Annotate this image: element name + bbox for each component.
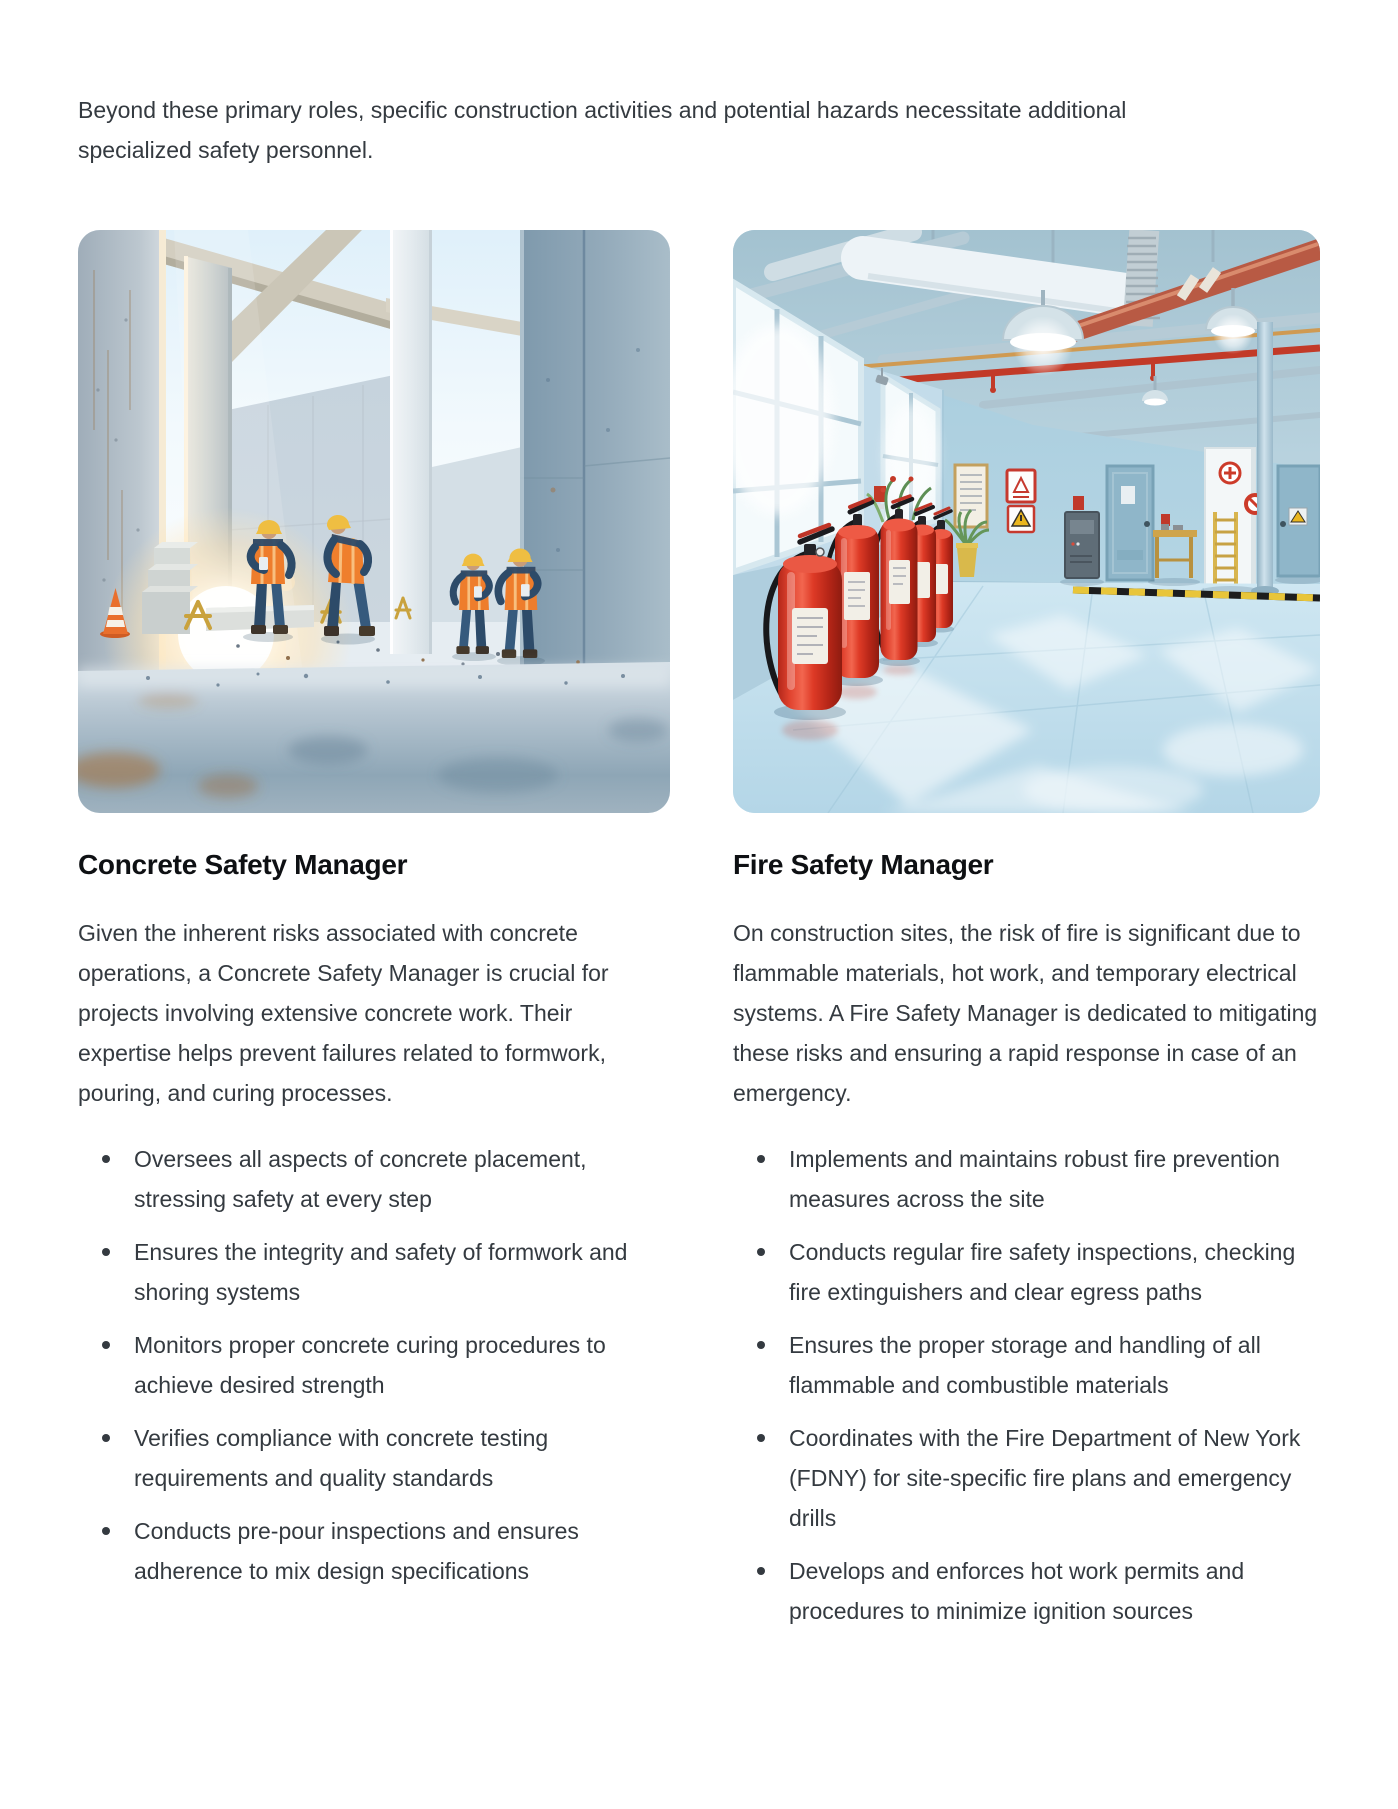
- column-fire-safety: [733, 230, 1320, 1644]
- concrete-safety-heading: Concrete Safety Manager: [78, 849, 408, 880]
- fire-bullet-list: [733, 1139, 1320, 1631]
- concrete-safety-paragraph: Given the inherent risks associated with concrete operations, a Concrete Safety Manager is crucial for projects involving extensive concrete work. Their expertise helps prevent failures related to formwork, pouring, and curing processes.: [78, 920, 609, 1106]
- concrete-site-photo: [78, 230, 670, 813]
- foreground-ledge: [78, 662, 670, 813]
- list-item: Conducts pre-pour inspections and ensures adherence to mix design specifications: [78, 1511, 670, 1591]
- electrical-cabinet: [1065, 512, 1099, 578]
- list-item: Ensures the integrity and safety of formwork and shoring systems: [78, 1232, 670, 1312]
- list-item: Conducts regular fire safety inspections, checking fire extinguishers and clear egress paths: [733, 1232, 1320, 1312]
- door: [1107, 466, 1153, 580]
- concrete-bullet-list: [78, 1139, 670, 1591]
- fire-safety-paragraph: On construction sites, the risk of fire is significant due to flammable materials, hot work, and temporary electrical systems. A Fire Safety Manager is dedicated to mitigating these risks and ensuring a rapid response in case of an emergency.: [733, 920, 1318, 1106]
- fire-safety-room-illustration: [733, 230, 1320, 813]
- list-item: Monitors proper concrete curing procedures to achieve desired strength: [78, 1325, 670, 1405]
- warning-sign: [1007, 470, 1035, 502]
- list-item: Develops and enforces hot work permits and procedures to minimize ignition sources: [733, 1551, 1320, 1631]
- list-item: Ensures the proper storage and handling of all flammable and combustible materials: [733, 1325, 1320, 1405]
- concrete-pillar-right-b: [520, 230, 670, 670]
- fire-safety-heading: Fire Safety Manager: [733, 849, 994, 880]
- door: [1278, 466, 1320, 576]
- list-item: Implements and maintains robust fire prevention measures across the site: [733, 1139, 1320, 1219]
- column-concrete-safety: [78, 230, 670, 1644]
- list-item: Oversees all aspects of concrete placement, stressing safety at every step: [78, 1139, 670, 1219]
- list-item: Coordinates with the Fire Department of New York (FDNY) for site-specific fire plans and emergency drills: [733, 1418, 1320, 1538]
- fire-safety-photo: [733, 230, 1320, 813]
- construction-site-illustration: [78, 230, 670, 813]
- list-item: Verifies compliance with concrete testing requirements and quality standards: [78, 1418, 670, 1498]
- two-column-layout: [78, 230, 1320, 1644]
- warning-sign: [1008, 506, 1034, 532]
- concrete-pillar-right-a: [390, 230, 432, 654]
- fire-alarm-box: [1073, 496, 1084, 510]
- intro-paragraph: Beyond these primary roles, specific construction activities and potential hazards necessitate additional specialized safety personnel.: [78, 97, 1127, 163]
